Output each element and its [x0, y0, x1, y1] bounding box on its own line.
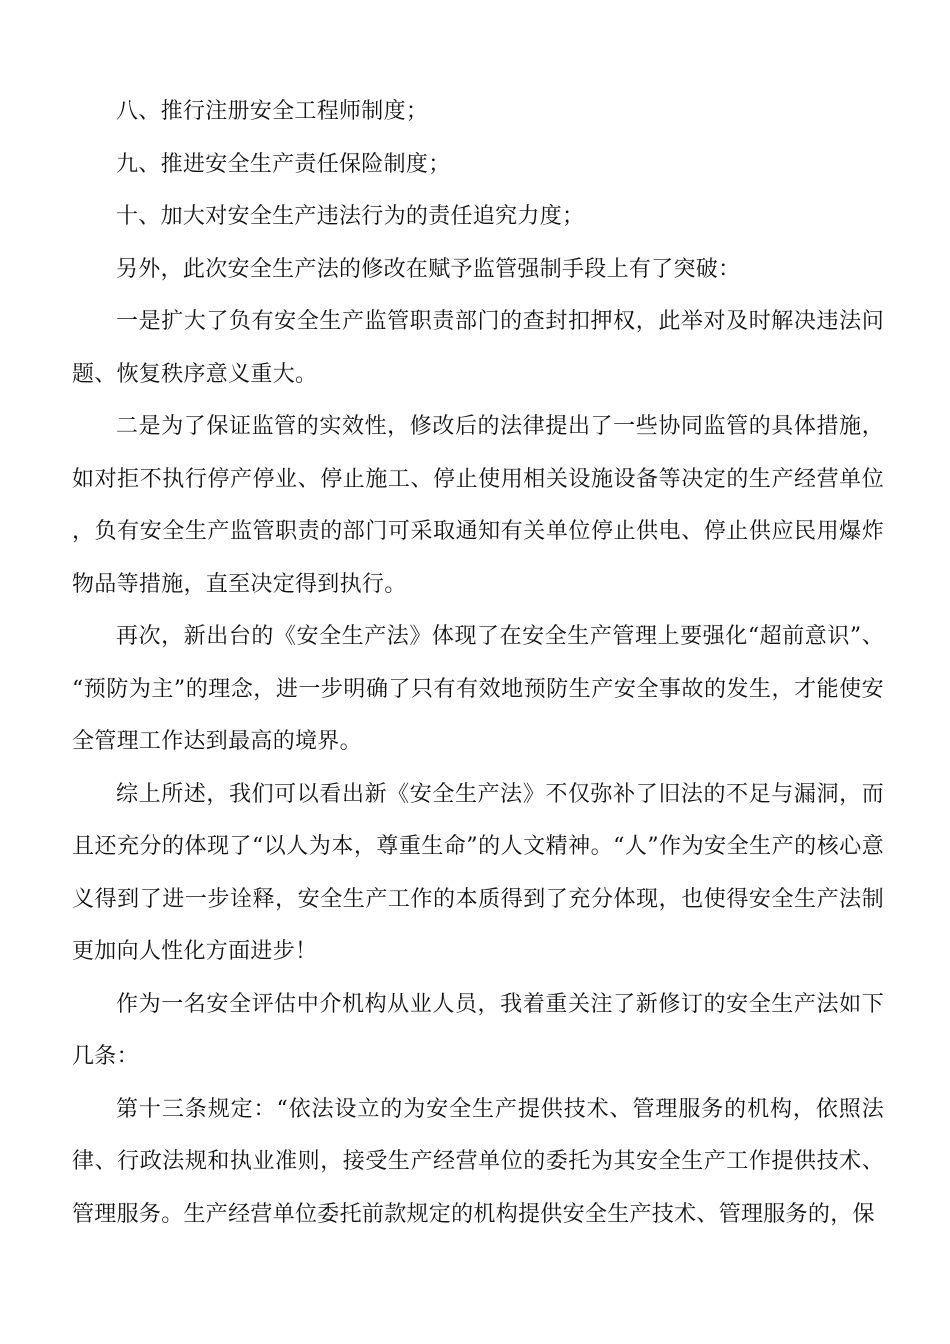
paragraph-author-focus: 作为一名安全评估中介机构从业人员，我着重关注了新修订的安全生产法如下几条： — [72, 991, 884, 1069]
paragraph-item-9: 九、推进安全生产责任保险制度； — [116, 151, 451, 177]
document-body — [72, 86, 884, 1241]
paragraph-point-two: 二是为了保证监管的实效性，修改后的法律提出了一些协同监管的具体措施，如对拒不执行停产停业、停止施工、停止使用相关设施设备等决定的生产经营单位，负有安全生产监管职责的部门可采取通知有关单位停止供电、停止供应民用爆炸物品等措施，直至决定得到执行。 — [72, 414, 884, 597]
paragraph-breakthrough-intro: 另外，此次安全生产法的修改在赋予监管强制手段上有了突破： — [116, 256, 741, 282]
paragraph-point-one: 一是扩大了负有安全生产监管职责部门的查封扣押权，此举对及时解决违法问题、恢复秩序意义重大。 — [72, 309, 884, 387]
paragraph-summary: 综上所述，我们可以看出新《安全生产法》不仅弥补了旧法的不足与漏洞，而且还充分的体现了“以人为本，尊重生命”的人文精神。“人”作为安全生产的核心意义得到了进一步诠释，安全生产工作的本质得到了充分体现，也使得安全生产法制更加向人性化方面进步！ — [72, 781, 884, 964]
paragraph-prevention: 再次，新出台的《安全生产法》体现了在安全生产管理上要强化“超前意识”、“预防为主”的理念，进一步明确了只有有效地预防生产安全事故的发生，才能使安全管理工作达到最高的境界。 — [72, 624, 884, 754]
paragraph-item-10: 十、加大对安全生产违法行为的责任追究力度； — [116, 204, 585, 229]
paragraph-item-8: 八、推行注册安全工程师制度； — [116, 99, 429, 124]
paragraph-article-13: 第十三条规定：“依法设立的为安全生产提供技术、管理服务的机构，依照法律、行政法规和执业准则，接受生产经营单位的委托为其安全生产工作提供技术、管理服务。生产经营单位委托前款规定的机构提供安全生产技术、管理服务的，保 — [72, 1096, 884, 1227]
